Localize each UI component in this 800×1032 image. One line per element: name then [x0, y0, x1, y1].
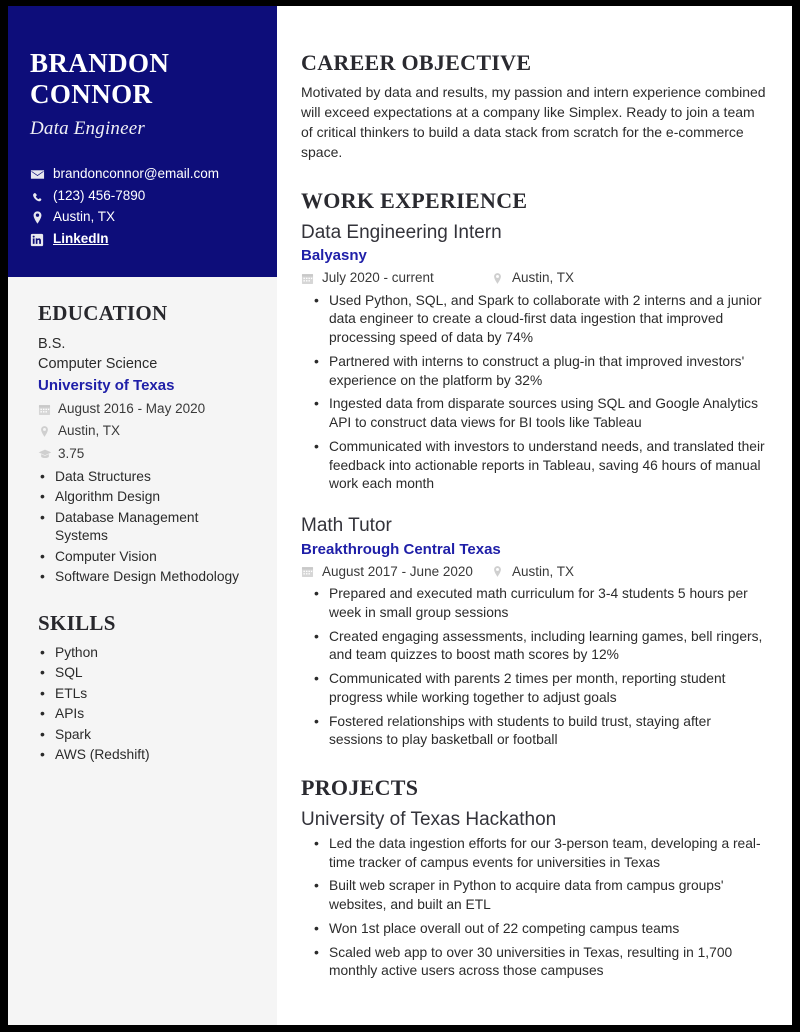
entry-bullet: • Scaled web app to over 30 universities in Texas, resulting in 1,700 monthly active users across those campuses	[301, 944, 766, 982]
location-pin-icon	[491, 272, 507, 285]
education-location-row	[38, 421, 255, 441]
contact-linkedin-link[interactable]: LinkedIn	[53, 231, 109, 247]
entry-organization: Breakthrough Central Texas	[301, 540, 501, 558]
entry-dates: July 2020 - current	[322, 270, 434, 286]
skill-item: • SQL	[38, 664, 255, 682]
career-objective-text: Motivated by data and results, my passion and intern experience combined will exceed expectations at a company like Simplex. Ready to join a team of critical thinkers to build a data stack from scratch for the e-commerce space.	[301, 84, 766, 160]
contact-linkedin[interactable]	[30, 229, 255, 250]
skill-item: • AWS (Redshift)	[38, 746, 255, 764]
contact-phone	[30, 186, 255, 207]
education-gpa-row	[38, 444, 255, 464]
contact-list	[30, 164, 255, 251]
entry-title: University of Texas Hackathon	[301, 809, 557, 830]
entry-bullet-list	[301, 585, 766, 750]
education-course-item: • Software Design Methodology	[38, 568, 255, 586]
resume-entry	[301, 221, 766, 495]
entry-bullet-list	[301, 292, 766, 495]
entry-bullet: • Prepared and executed math curriculum for 3-4 students 5 hours per week in small group sessions	[301, 585, 766, 623]
location-pin-icon	[30, 210, 48, 225]
calendar-icon	[301, 272, 317, 285]
skills-list	[38, 644, 255, 765]
entry-bullet: • Led the data ingestion efforts for our 3-person team, developing a real-time tracker of campus events for universities in Texas	[301, 835, 766, 873]
contact-location	[30, 207, 255, 228]
skill-item: • Spark	[38, 726, 255, 744]
header-block	[8, 6, 277, 277]
entry-bullet: • Used Python, SQL, and Spark to collaborate with 2 interns and a junior data engineer to create a cloud-first data ingestion that improved processing speed of data by 74%	[301, 292, 766, 348]
skill-item: • APIs	[38, 705, 255, 723]
contact-email	[30, 164, 255, 185]
education-heading: EDUCATION	[38, 301, 168, 326]
entry-meta	[301, 268, 766, 288]
resume-entry	[301, 808, 766, 981]
resume-page	[8, 6, 792, 1025]
main-content	[277, 6, 792, 1025]
contact-phone-text: (123) 456-7890	[53, 187, 146, 203]
entry-location: Austin, TX	[512, 563, 575, 579]
sidebar	[8, 6, 277, 1025]
entry-bullet: • Ingested data from disparate sources using SQL and Google Analytics API to construct data views for BI tools like Tableau	[301, 395, 766, 433]
entry-bullet: • Won 1st place overall out of 22 competing campus teams	[301, 920, 766, 939]
entry-dates: August 2017 - June 2020	[322, 563, 473, 579]
entry-bullet: • Fostered relationships with students to build trust, staying after sessions to play basketball or football	[301, 713, 766, 751]
education-gpa: 3.75	[58, 445, 85, 461]
candidate-name-first: BRANDON	[30, 48, 170, 78]
education-course-item: • Database Management Systems	[38, 509, 255, 546]
phone-icon	[30, 189, 48, 204]
education-course-item: • Computer Vision	[38, 548, 255, 566]
career-objective-heading: CAREER OBJECTIVE	[301, 50, 532, 75]
candidate-role: Data Engineer	[30, 117, 145, 139]
education-courses-list	[38, 468, 255, 587]
sidebar-body	[8, 301, 277, 764]
envelope-icon	[30, 167, 48, 182]
graduation-cap-icon	[38, 447, 54, 461]
education-school: University of Texas	[38, 377, 175, 395]
entry-bullet: • Partnered with interns to construct a plug-in that improved investors' experience on the platform by 32%	[301, 353, 766, 391]
education-course-item: • Data Structures	[38, 468, 255, 486]
education-dates-row	[38, 399, 255, 419]
education-location: Austin, TX	[58, 423, 121, 439]
entry-bullet: • Built web scraper in Python to acquire data from campus groups' websites, and built an ETL	[301, 877, 766, 915]
contact-email-text: brandonconnor@email.com	[53, 165, 220, 181]
location-pin-icon	[38, 425, 54, 438]
entry-bullet: • Communicated with parents 2 times per month, reporting student progress while working together to adjust goals	[301, 670, 766, 708]
work-experience-entries	[301, 221, 766, 751]
location-pin-icon	[491, 565, 507, 578]
entry-title: Math Tutor	[301, 515, 392, 536]
entry-bullet: • Created engaging assessments, including learning games, bell ringers, and team quizzes to boost math scores by 12%	[301, 628, 766, 666]
resume-entry	[301, 514, 766, 750]
project-entries	[301, 808, 766, 981]
entry-organization: Balyasny	[301, 247, 367, 265]
entry-bullet-list	[301, 835, 766, 981]
education-degree: B.S.	[38, 336, 66, 353]
linkedin-icon	[30, 233, 48, 247]
education-field: Computer Science	[38, 356, 158, 373]
skill-item: • ETLs	[38, 685, 255, 703]
entry-location: Austin, TX	[512, 270, 575, 286]
calendar-icon	[38, 403, 54, 416]
skills-heading: SKILLS	[38, 610, 116, 635]
projects-heading: PROJECTS	[301, 775, 419, 800]
candidate-name-last: CONNOR	[30, 79, 153, 110]
education-dates: August 2016 - May 2020	[58, 401, 206, 417]
entry-meta	[301, 562, 766, 582]
skill-item: • Python	[38, 644, 255, 662]
work-experience-heading: WORK EXPERIENCE	[301, 187, 528, 213]
entry-title: Data Engineering Intern	[301, 221, 502, 243]
contact-location-text: Austin, TX	[53, 209, 116, 225]
entry-bullet: • Communicated with investors to understand needs, and translated their feedback into actionable reports in Tableau, saving 46 hours of manual work each month	[301, 438, 766, 494]
calendar-icon	[301, 565, 317, 578]
education-course-item: • Algorithm Design	[38, 488, 255, 506]
